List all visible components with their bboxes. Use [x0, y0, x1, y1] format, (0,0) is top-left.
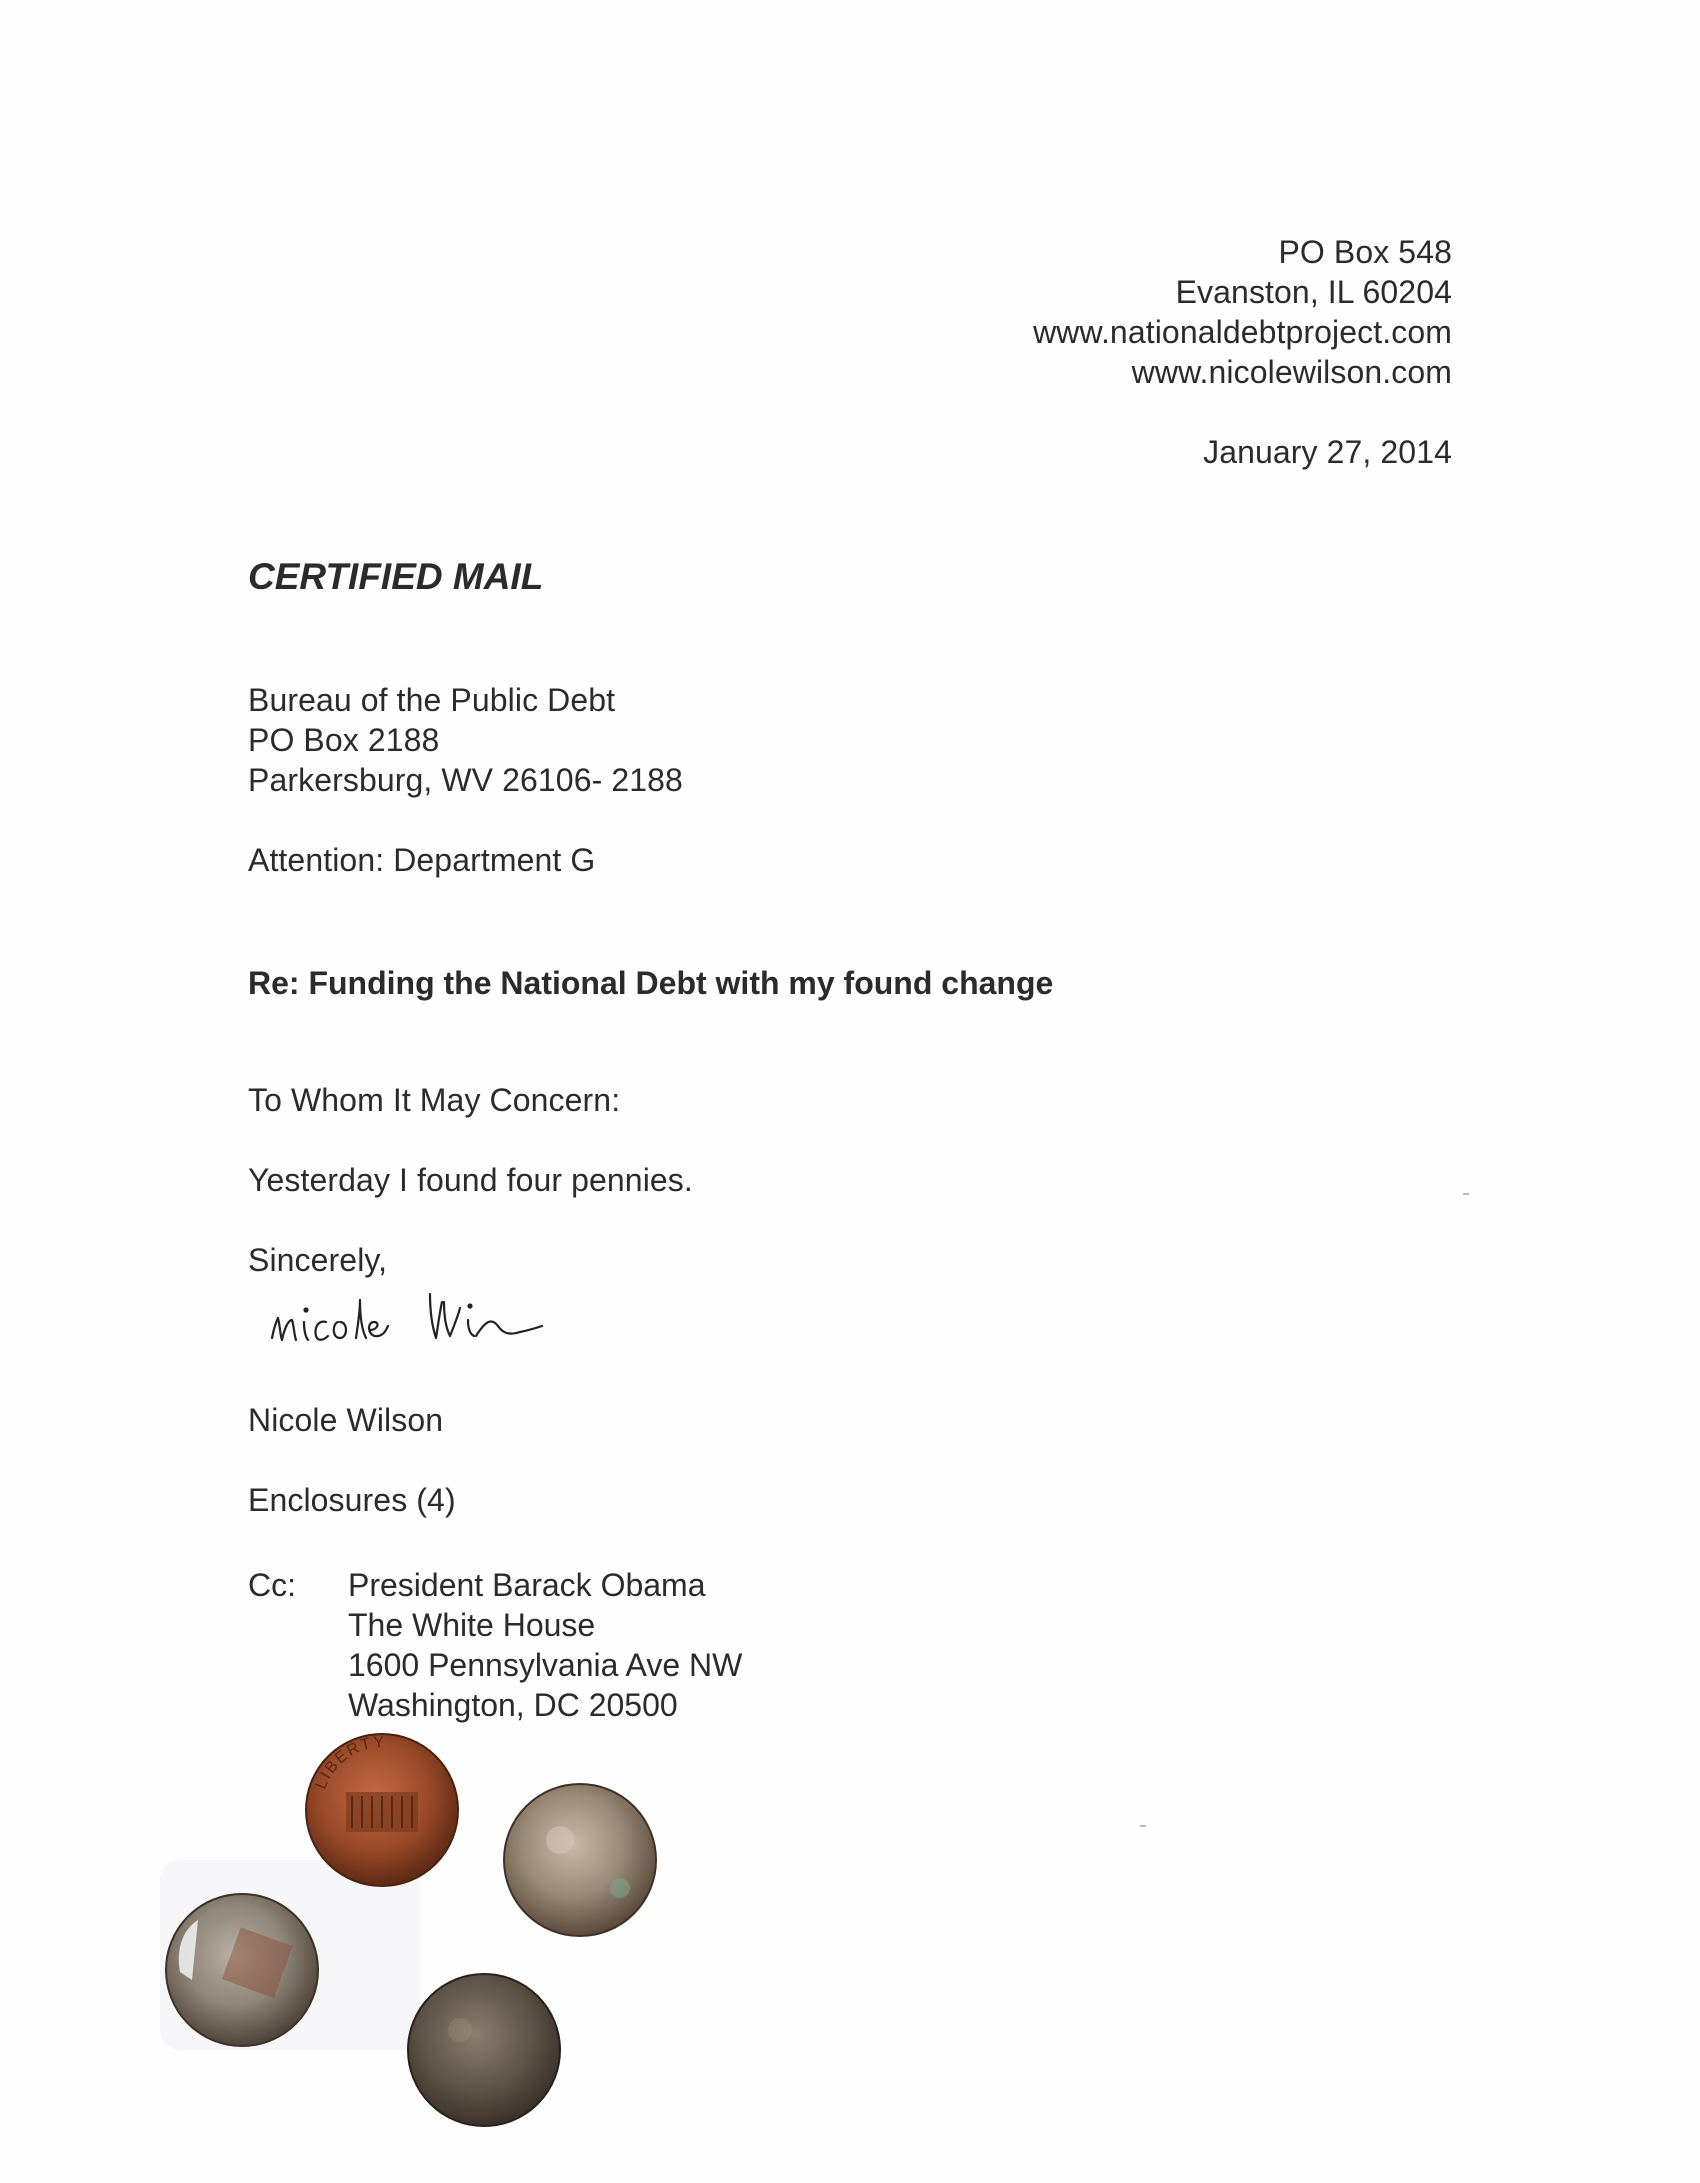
salutation: To Whom It May Concern: [248, 1082, 621, 1118]
recipient-po-box: PO Box 2188 [248, 722, 440, 758]
cc-line: Washington, DC 20500 [348, 1687, 678, 1723]
sender-website-1: www.nationaldebtproject.com [1033, 314, 1452, 350]
recipient-attention: Attention: Department G [248, 842, 596, 878]
recipient-city-line: Parkersburg, WV 26106- 2188 [248, 762, 683, 798]
scan-speck [1463, 1193, 1469, 1195]
penny-shiny [306, 1734, 458, 1886]
scan-speck [1140, 1825, 1146, 1827]
penny-worn-left [166, 1894, 318, 2046]
enclosures: Enclosures (4) [248, 1482, 456, 1518]
cc-label: Cc: [248, 1567, 296, 1603]
cc-address-block [348, 1565, 742, 1725]
cc-line: The White House [348, 1607, 596, 1643]
recipient-name: Bureau of the Public Debt [248, 682, 616, 718]
sender-website-2: www.nicolewilson.com [1131, 354, 1452, 390]
coin-inscription: LIBERTY [312, 1733, 387, 1792]
signer-name: Nicole Wilson [248, 1402, 444, 1438]
handwritten-signature [260, 1260, 600, 1370]
cc-line: President Barack Obama [348, 1567, 706, 1603]
enclosed-pennies [150, 1710, 670, 2130]
body-paragraph: Yesterday I found four pennies. [248, 1162, 693, 1198]
penny-dark-bottom [408, 1974, 560, 2126]
closing: Sincerely, [248, 1242, 388, 1278]
cc-line: 1600 Pennsylvania Ave NW [348, 1647, 743, 1683]
sender-city-line: Evanston, IL 60204 [1175, 274, 1452, 310]
penny-tarnished-right [504, 1784, 656, 1936]
subject-line: Re: Funding the National Debt with my found change [248, 965, 1054, 1001]
sender-po-box: PO Box 548 [1278, 234, 1452, 270]
certified-mail-heading: CERTIFIED MAIL [248, 556, 544, 597]
letter-date: January 27, 2014 [1203, 434, 1452, 470]
